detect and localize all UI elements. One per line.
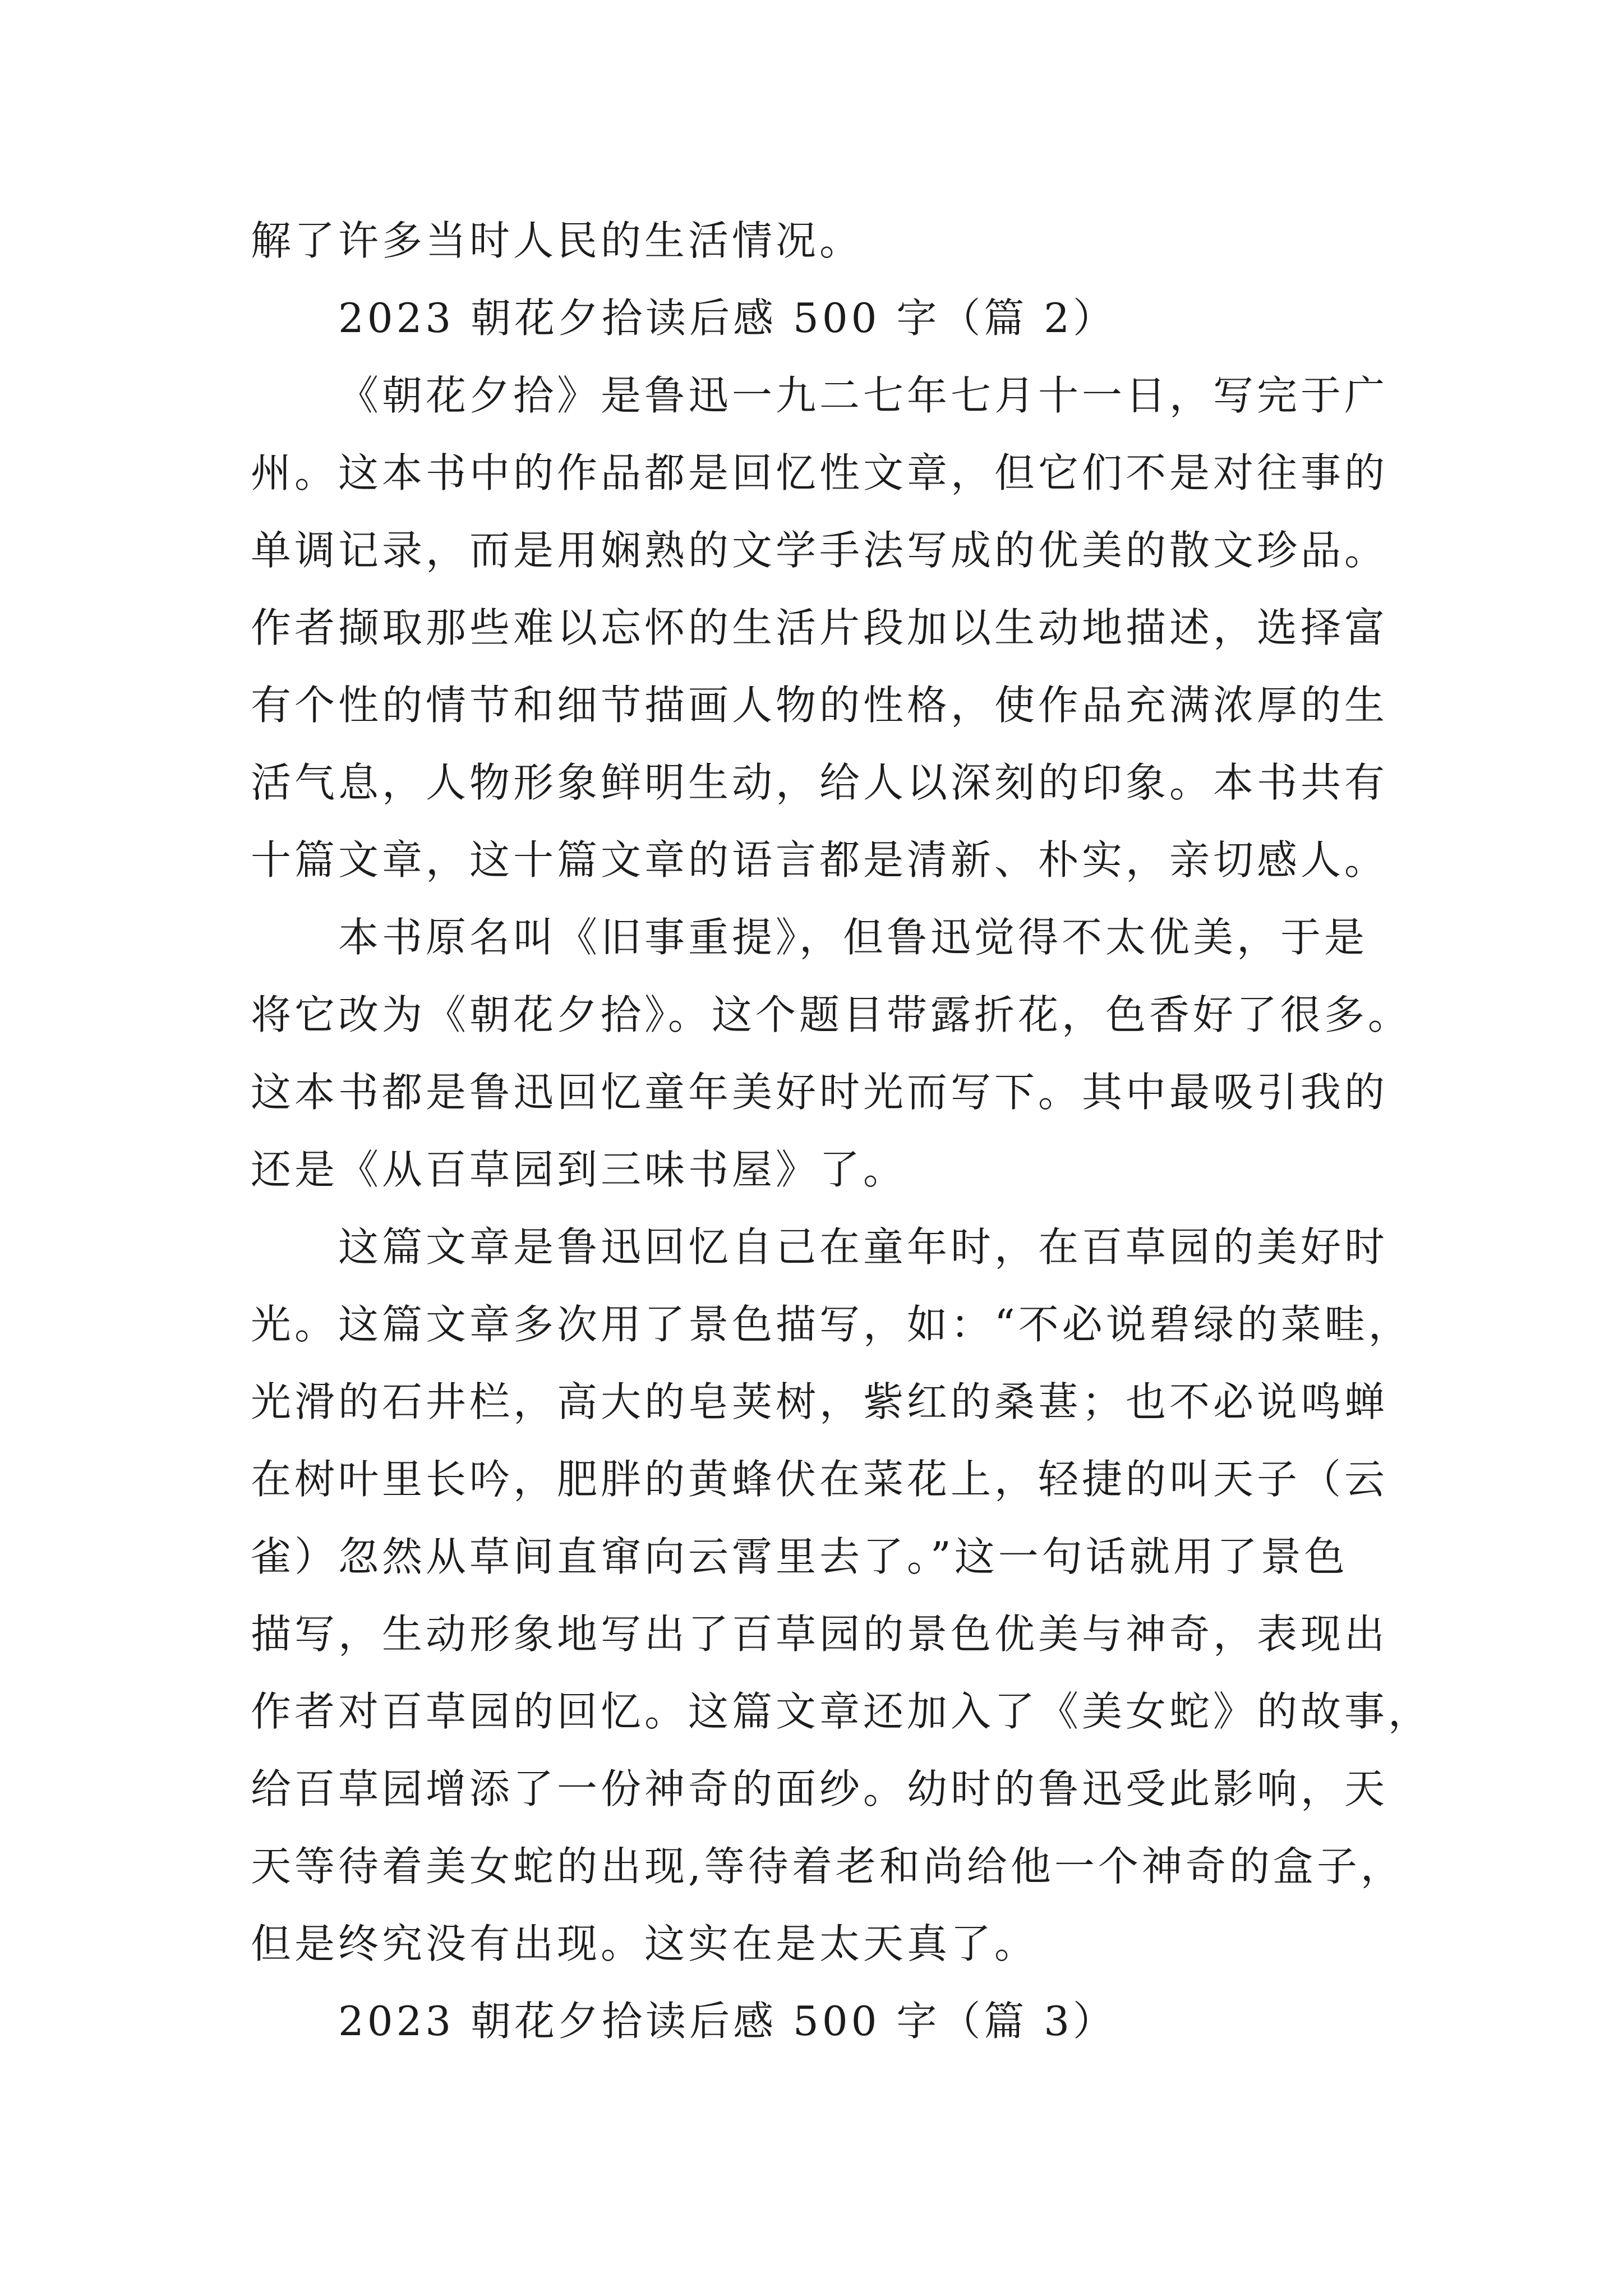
paragraph-line: 但是终究没有出现。这实在是太天真了。 (251, 1920, 1039, 1967)
paragraph-line: 作者对百草园的回忆。这篇文章还加入了《美女蛇》的故事， (251, 1688, 1432, 1735)
paragraph-line: 这本书都是鲁迅回忆童年美好时光而写下。其中最吸引我的 (251, 1069, 1389, 1116)
section-heading-part-2: 2023 朝花夕拾读后感 500 字（篇 2） (338, 295, 1117, 342)
paragraph-line: 作者撷取那些难以忘怀的生活片段加以生动地描述，选择富 (251, 604, 1389, 651)
paragraph-line: 还是《从百草园到三味书屋》了。 (251, 1146, 907, 1193)
paragraph-line: 光。这篇文章多次用了景色描写，如：“不必说碧绿的菜畦， (251, 1301, 1412, 1348)
paragraph-line: 本书原名叫《旧事重提》，但鲁迅觉得不太优美，于是 (338, 914, 1368, 961)
document-body (251, 202, 1484, 2060)
paragraph-line: 在树叶里长吟，肥胖的黄蜂伏在菜花上，轻捷的叫天子（云 (251, 1456, 1389, 1503)
section-heading-part-3: 2023 朝花夕拾读后感 500 字（篇 3） (338, 1998, 1117, 2045)
paragraph-line: 十篇文章，这十篇文章的语言都是清新、朴实，亲切感人。 (251, 836, 1389, 884)
paragraph-line: 描写，生动形象地写出了百草园的景色优美与神奇，表现出 (251, 1611, 1389, 1658)
paragraph-line: 《朝花夕拾》是鲁迅一九二七年七月十一日，写完于广 (338, 372, 1389, 419)
paragraph-line: 将它改为《朝花夕拾》。这个题目带露折花，色香好了很多。 (251, 991, 1412, 1038)
paragraph-line: 州。这本书中的作品都是回忆性文章，但它们不是对往事的 (251, 449, 1389, 496)
paragraph-line: 天等待着美女蛇的出现,等待着老和尚给他一个神奇的盒子， (251, 1843, 1404, 1890)
paragraph-line: 雀）忽然从草间直窜向云霄里去了。”这一句话就用了景色 (251, 1533, 1348, 1580)
paragraph-continuation-line: 解了许多当时人民的生活情况。 (251, 217, 864, 264)
paragraph-line: 光滑的石井栏，高大的皂荚树，紫红的桑葚；也不必说鸣蝉 (251, 1378, 1389, 1425)
paragraph-line: 单调记录，而是用娴熟的文学手法写成的优美的散文珍品。 (251, 527, 1389, 574)
paragraph-line: 有个性的情节和细节描画人物的性格，使作品充满浓厚的生 (251, 682, 1389, 729)
paragraph-line: 给百草园增添了一份神奇的面纱。幼时的鲁迅受此影响，天 (251, 1765, 1389, 1812)
paragraph-line: 活气息，人物形象鲜明生动，给人以深刻的印象。本书共有 (251, 759, 1389, 806)
paragraph-line: 这篇文章是鲁迅回忆自己在童年时，在百草园的美好时 (338, 1223, 1389, 1271)
